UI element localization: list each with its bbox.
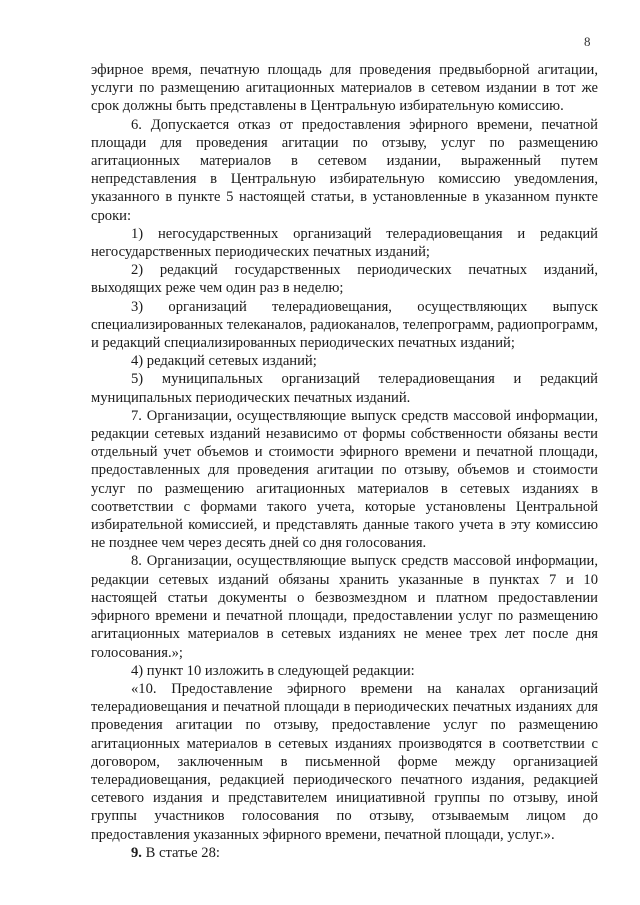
- page-number: 8: [584, 34, 591, 49]
- paragraph: 8. Организации, осуществляющие выпуск средств массовой информации, редакции сетевых изданий обязаны хранить указанные в пунктах 7 и 10 настоящей статьи документы о безвозмездном и платном предоставлении эфирного времени и печатной площади, предоставлении услуг по размещению агитационных материалов в сетевых изданиях не менее трех лет после дня голосования.»;: [91, 553, 598, 661]
- list-item: 5) муниципальных организаций телерадиовещания и редакций муниципальных периодических печатных изданий.: [91, 371, 598, 406]
- paragraph: 7. Организации, осуществляющие выпуск средств массовой информации, редакции сетевых изданий независимо от формы собственности обязаны вести отдельный учет объемов и стоимости эфирного времени и печатной площади, предоставленных для проведения агитации по отзыву, объемов и стоимости услуг по размещению агитационных материалов в сетевых изданиях в соответствии с формами такого учета, которые установлены Центральной избирательной комиссией, и представлять данные такого учета в эту комиссию не позднее чем через десять дней со дня голосования.: [91, 407, 598, 552]
- list-item: 2) редакций государственных периодических печатных изданий, выходящих реже чем один раз в неделю;: [91, 262, 598, 297]
- list-item: 3) организаций телерадиовещания, осуществляющих выпуск специализированных телеканалов, радиоканалов, телепрограмм, радиопрограмм, и редакций специализированных периодических печатных изданий;: [91, 298, 598, 352]
- document-body: [91, 61, 598, 862]
- paragraph: 6. Допускается отказ от предоставления эфирного времени, печатной площади для проведения агитации по отзыву, услуг по размещению агитационных материалов в сетевом издании, выраженный путем непредставления в Центральную избирательную комиссию уведомления, указанного в пункте 5 настоящей статьи, в установленные в указанном пункте сроки:: [91, 116, 598, 224]
- paragraph: эфирное время, печатную площадь для проведения предвыборной агитации, услуги по размещению агитационных материалов в сетевом издании в тот же срок должны быть представлены в Центральную избирательную комиссию.: [91, 62, 598, 115]
- list-item: 1) негосударственных организаций телерадиовещания и редакций негосударственных периодических печатных изданий;: [91, 225, 598, 261]
- list-item: 4) редакций сетевых изданий;: [131, 353, 317, 370]
- section-heading-text: В статье 28:: [141, 844, 220, 861]
- section-number: 9.: [131, 844, 142, 861]
- paragraph: 4) пункт 10 изложить в следующей редакции:: [131, 662, 415, 679]
- paragraph: «10. Предоставление эфирного времени на каналах организаций телерадиовещания и печатной площади в периодических печатных изданиях для проведения агитации по отзыву, предоставление услуг по размещению агитационных материалов в сетевых изданиях производятся в соответствии с договором, заключенным в письменной форме между организацией телерадиовещания, редакцией периодического печатного издания, редакцией сетевого издания и представителем инициативной группы по отзыву, иной группы участников голосования по отзыву, отзываемым лицом до предоставления указанных эфирного времени, печатной площади, услуг.».: [91, 680, 598, 843]
- section-heading: [91, 844, 598, 862]
